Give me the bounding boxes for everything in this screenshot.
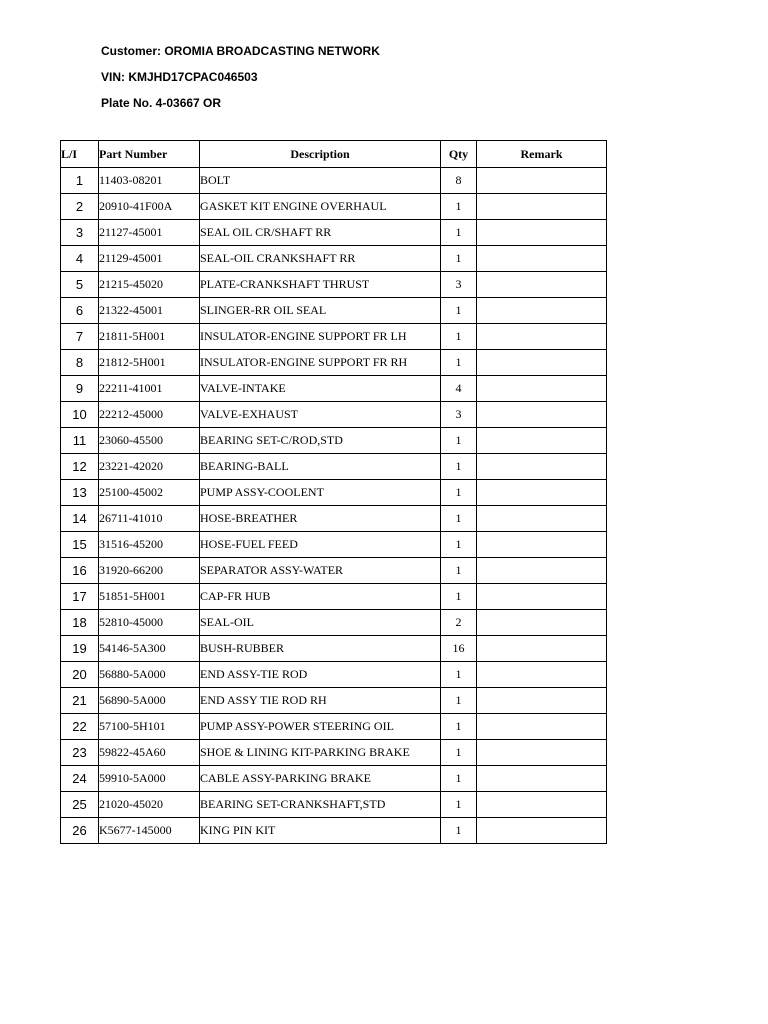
line-item-cell: 14 [61, 506, 99, 532]
qty-cell: 1 [441, 428, 477, 454]
description-cell: SEPARATOR ASSY-WATER [200, 558, 441, 584]
description-cell: KING PIN KIT [200, 818, 441, 844]
table-row [61, 714, 607, 740]
column-header-remark: Remark [477, 141, 607, 168]
column-header-qty: Qty [441, 141, 477, 168]
column-header-li: L/I [61, 141, 99, 168]
part-number-cell: 21215-45020 [99, 272, 200, 298]
table-row [61, 792, 607, 818]
line-item-cell: 21 [61, 688, 99, 714]
table-row [61, 272, 607, 298]
line-item-cell: 10 [61, 402, 99, 428]
description-cell: GASKET KIT ENGINE OVERHAUL [200, 194, 441, 220]
remark-cell [477, 480, 607, 506]
part-number-cell: 59910-5A000 [99, 766, 200, 792]
qty-cell: 1 [441, 506, 477, 532]
part-number-cell: 21811-5H001 [99, 324, 200, 350]
vin-line: VIN: KMJHD17CPAC046503 [101, 70, 258, 84]
part-number-cell: 21812-5H001 [99, 350, 200, 376]
parts-table [60, 140, 607, 844]
qty-cell: 1 [441, 324, 477, 350]
table-row [61, 194, 607, 220]
part-number-cell: 25100-45002 [99, 480, 200, 506]
line-item-cell: 8 [61, 350, 99, 376]
qty-cell: 1 [441, 766, 477, 792]
qty-cell: 3 [441, 272, 477, 298]
qty-cell: 8 [441, 168, 477, 194]
remark-cell [477, 402, 607, 428]
qty-cell: 4 [441, 376, 477, 402]
table-row [61, 220, 607, 246]
line-item-cell: 19 [61, 636, 99, 662]
line-item-cell: 6 [61, 298, 99, 324]
table-row [61, 298, 607, 324]
description-cell: SLINGER-RR OIL SEAL [200, 298, 441, 324]
qty-cell: 1 [441, 350, 477, 376]
description-cell: VALVE-EXHAUST [200, 402, 441, 428]
description-cell: INSULATOR-ENGINE SUPPORT FR RH [200, 350, 441, 376]
description-cell: BEARING SET-CRANKSHAFT,STD [200, 792, 441, 818]
table-row [61, 636, 607, 662]
part-number-cell: 21129-45001 [99, 246, 200, 272]
table-row [61, 402, 607, 428]
part-number-cell: 11403-08201 [99, 168, 200, 194]
remark-cell [477, 818, 607, 844]
part-number-cell: 22211-41001 [99, 376, 200, 402]
description-cell: END ASSY-TIE ROD [200, 662, 441, 688]
qty-cell: 1 [441, 714, 477, 740]
remark-cell [477, 246, 607, 272]
qty-cell: 1 [441, 454, 477, 480]
part-number-cell: 21322-45001 [99, 298, 200, 324]
description-cell: CABLE ASSY-PARKING BRAKE [200, 766, 441, 792]
line-item-cell: 4 [61, 246, 99, 272]
table-row [61, 480, 607, 506]
qty-cell: 1 [441, 662, 477, 688]
part-number-cell: 23221-42020 [99, 454, 200, 480]
remark-cell [477, 298, 607, 324]
line-item-cell: 11 [61, 428, 99, 454]
remark-cell [477, 168, 607, 194]
qty-cell: 1 [441, 818, 477, 844]
description-cell: SHOE & LINING KIT-PARKING BRAKE [200, 740, 441, 766]
qty-cell: 1 [441, 584, 477, 610]
line-item-cell: 15 [61, 532, 99, 558]
line-item-cell: 26 [61, 818, 99, 844]
remark-cell [477, 454, 607, 480]
description-cell: END ASSY TIE ROD RH [200, 688, 441, 714]
remark-cell [477, 792, 607, 818]
part-number-cell: 57100-5H101 [99, 714, 200, 740]
table-row [61, 428, 607, 454]
remark-cell [477, 740, 607, 766]
part-number-cell: 23060-45500 [99, 428, 200, 454]
qty-cell: 1 [441, 532, 477, 558]
part-number-cell: 54146-5A300 [99, 636, 200, 662]
table-row [61, 766, 607, 792]
qty-cell: 1 [441, 558, 477, 584]
part-number-cell: 26711-41010 [99, 506, 200, 532]
part-number-cell: 20910-41F00A [99, 194, 200, 220]
qty-cell: 1 [441, 298, 477, 324]
plate-number-line: Plate No. 4-03667 OR [101, 96, 222, 110]
table-row [61, 688, 607, 714]
description-cell: INSULATOR-ENGINE SUPPORT FR LH [200, 324, 441, 350]
line-item-cell: 22 [61, 714, 99, 740]
table-row [61, 454, 607, 480]
line-item-cell: 20 [61, 662, 99, 688]
description-cell: BUSH-RUBBER [200, 636, 441, 662]
table-row [61, 532, 607, 558]
remark-cell [477, 636, 607, 662]
part-number-cell: 31920-66200 [99, 558, 200, 584]
part-number-cell: 52810-45000 [99, 610, 200, 636]
table-row [61, 558, 607, 584]
line-item-cell: 9 [61, 376, 99, 402]
qty-cell: 1 [441, 246, 477, 272]
description-cell: CAP-FR HUB [200, 584, 441, 610]
table-row [61, 662, 607, 688]
line-item-cell: 5 [61, 272, 99, 298]
remark-cell [477, 194, 607, 220]
table-row [61, 740, 607, 766]
part-number-cell: 56890-5A000 [99, 688, 200, 714]
part-number-cell: K5677-145000 [99, 818, 200, 844]
qty-cell: 1 [441, 740, 477, 766]
remark-cell [477, 376, 607, 402]
description-cell: BEARING SET-C/ROD,STD [200, 428, 441, 454]
remark-cell [477, 532, 607, 558]
remark-cell [477, 350, 607, 376]
remark-cell [477, 324, 607, 350]
description-cell: HOSE-FUEL FEED [200, 532, 441, 558]
description-cell: VALVE-INTAKE [200, 376, 441, 402]
part-number-cell: 56880-5A000 [99, 662, 200, 688]
line-item-cell: 18 [61, 610, 99, 636]
qty-cell: 1 [441, 480, 477, 506]
table-row [61, 168, 607, 194]
table-row [61, 350, 607, 376]
description-cell: HOSE-BREATHER [200, 506, 441, 532]
part-number-cell: 22212-45000 [99, 402, 200, 428]
line-item-cell: 25 [61, 792, 99, 818]
line-item-cell: 17 [61, 584, 99, 610]
table-header-row [61, 141, 607, 168]
table-row [61, 818, 607, 844]
remark-cell [477, 428, 607, 454]
line-item-cell: 3 [61, 220, 99, 246]
line-item-cell: 24 [61, 766, 99, 792]
description-cell: SEAL OIL CR/SHAFT RR [200, 220, 441, 246]
line-item-cell: 23 [61, 740, 99, 766]
qty-cell: 2 [441, 610, 477, 636]
remark-cell [477, 584, 607, 610]
part-number-cell: 21127-45001 [99, 220, 200, 246]
part-number-cell: 51851-5H001 [99, 584, 200, 610]
remark-cell [477, 688, 607, 714]
qty-cell: 1 [441, 688, 477, 714]
table-row [61, 584, 607, 610]
column-header-description: Description [200, 141, 441, 168]
table-row [61, 376, 607, 402]
qty-cell: 16 [441, 636, 477, 662]
remark-cell [477, 220, 607, 246]
parts-table-body [61, 168, 607, 844]
description-cell: PUMP ASSY-COOLENT [200, 480, 441, 506]
table-row [61, 324, 607, 350]
line-item-cell: 16 [61, 558, 99, 584]
column-header-part-number: Part Number [99, 141, 200, 168]
line-item-cell: 1 [61, 168, 99, 194]
part-number-cell: 21020-45020 [99, 792, 200, 818]
line-item-cell: 12 [61, 454, 99, 480]
qty-cell: 1 [441, 220, 477, 246]
description-cell: BEARING-BALL [200, 454, 441, 480]
remark-cell [477, 272, 607, 298]
qty-cell: 1 [441, 194, 477, 220]
table-row [61, 246, 607, 272]
description-cell: SEAL-OIL CRANKSHAFT RR [200, 246, 441, 272]
description-cell: PLATE-CRANKSHAFT THRUST [200, 272, 441, 298]
description-cell: SEAL-OIL [200, 610, 441, 636]
line-item-cell: 13 [61, 480, 99, 506]
table-row [61, 610, 607, 636]
remark-cell [477, 610, 607, 636]
table-row [61, 506, 607, 532]
description-cell: PUMP ASSY-POWER STEERING OIL [200, 714, 441, 740]
remark-cell [477, 558, 607, 584]
part-number-cell: 59822-45A60 [99, 740, 200, 766]
description-cell: BOLT [200, 168, 441, 194]
remark-cell [477, 662, 607, 688]
customer-line: Customer: OROMIA BROADCASTING NETWORK [101, 44, 380, 58]
remark-cell [477, 766, 607, 792]
qty-cell: 1 [441, 792, 477, 818]
line-item-cell: 7 [61, 324, 99, 350]
remark-cell [477, 714, 607, 740]
remark-cell [477, 506, 607, 532]
line-item-cell: 2 [61, 194, 99, 220]
part-number-cell: 31516-45200 [99, 532, 200, 558]
qty-cell: 3 [441, 402, 477, 428]
